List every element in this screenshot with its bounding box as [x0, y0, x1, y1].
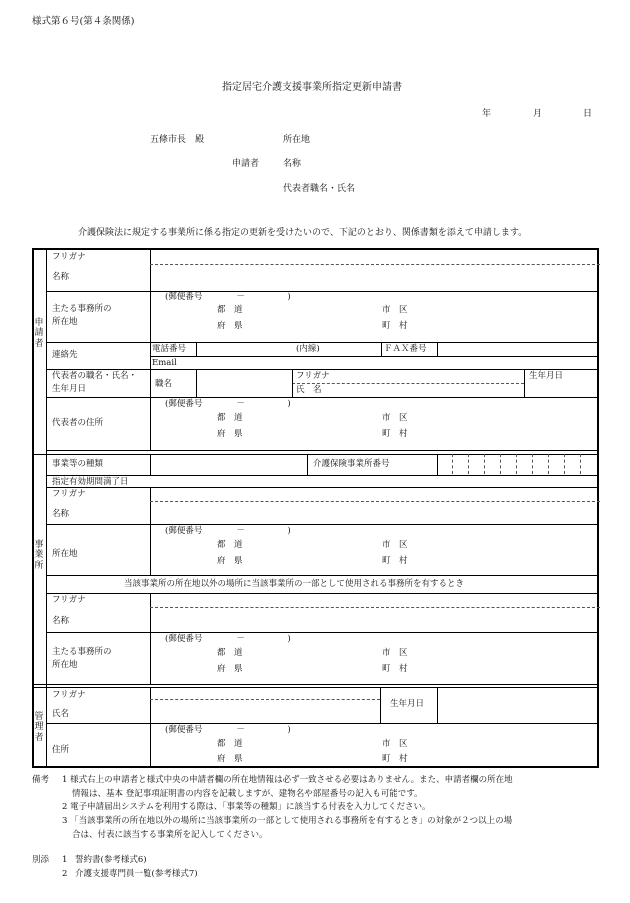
attachment-2-num: 2	[62, 869, 68, 879]
manager-to-do: 都 道	[217, 739, 243, 749]
note-3a: 3 「当該事業所の所在地以外の場所に当該事業所の一部として使用される事務所を有するとき」の対象が２つ以上の場	[62, 816, 513, 826]
applicant-postal: (郵便番号 － )	[165, 292, 291, 302]
date-year: 年	[482, 109, 492, 119]
rep-title-name-label-1: 代表者の職名・氏名・	[52, 371, 138, 381]
other-office-name-label: 名称	[52, 616, 70, 626]
date-day: 日	[583, 109, 593, 119]
addressee: 五條市長 殿	[150, 135, 205, 145]
applicant-cho-son: 町 村	[382, 321, 408, 331]
rep-furigana-label: フリガナ	[296, 371, 330, 381]
manager-shi-ku: 市 区	[382, 739, 408, 749]
section-applicant: 申請者	[34, 318, 44, 349]
header-address-label: 所在地	[283, 135, 311, 145]
manager-birthdate-label: 生年月日	[390, 699, 425, 709]
fax-label: ＦＡＸ番号	[384, 344, 427, 354]
rep-title-name-label-2: 生年月日	[52, 384, 87, 394]
position-label: 職名	[155, 379, 173, 389]
page-title: 指定居宅介護支援事業所指定更新申請書	[222, 82, 402, 93]
other-office-to-do: 都 道	[217, 648, 243, 658]
attachment-1-text: 誓約書(参考様式6)	[75, 855, 147, 865]
other-office-note: 当該事業所の所在地以外の場所に当該事業所の一部として使用される事務所を有するとき	[124, 579, 465, 589]
attachment-2-text: 介護支援専門員一覧(参考様式7)	[75, 869, 198, 879]
office-name-label: 名称	[52, 509, 70, 519]
header-name-label: 名称	[283, 159, 302, 169]
other-office-fu-ken: 府 県	[217, 664, 243, 674]
office-cho-son: 町 村	[382, 556, 408, 566]
header-applicant-label: 申請者	[232, 159, 260, 169]
rep-fu-ken: 府 県	[217, 429, 243, 439]
form-number: 様式第６号(第４条関係)	[32, 16, 135, 27]
section-manager: 管理者	[34, 712, 44, 743]
rep-address-label: 代表者の住所	[52, 418, 104, 428]
intro-text: 介護保険法に規定する事業所に係る指定の更新を受けたいので、下記のとおり、関係書類を添えて申請します。	[78, 228, 528, 238]
rep-birthdate-label: 生年月日	[529, 371, 564, 381]
applicant-shi-ku: 市 区	[382, 305, 408, 315]
other-office-location-label-2: 所在地	[52, 660, 78, 670]
extension-label: (内線)	[296, 344, 320, 354]
applicant-name-label: 名称	[52, 272, 70, 282]
office-furigana-label: フリガナ	[52, 489, 86, 499]
expiry-label: 指定有効期間満了日	[52, 477, 129, 487]
application-form-table	[32, 248, 599, 768]
business-type-label: 事業等の種類	[52, 459, 104, 469]
header-rep-label: 代表者職名・氏名	[283, 184, 356, 194]
rep-postal: (郵便番号 － )	[165, 399, 291, 409]
office-location-label: 所在地	[52, 549, 78, 559]
other-office-furigana-label: フリガナ	[52, 595, 86, 605]
manager-postal: (郵便番号 － )	[165, 725, 291, 735]
office-fu-ken: 府 県	[217, 556, 243, 566]
email-label: Email	[152, 358, 177, 368]
applicant-location-label-1: 主たる事務所の	[52, 304, 112, 314]
section-office: 事業所	[34, 540, 44, 571]
manager-fu-ken: 府 県	[217, 754, 243, 764]
attachments-label: 別添	[32, 855, 50, 865]
manager-furigana-label: フリガナ	[52, 690, 86, 700]
rep-name-label: 氏 名	[296, 385, 322, 395]
office-to-do: 都 道	[217, 540, 243, 550]
contact-label: 連絡先	[52, 350, 78, 360]
manager-address-label: 住所	[52, 745, 70, 755]
applicant-to-do: 都 道	[217, 305, 243, 315]
applicant-furigana-label: フリガナ	[52, 252, 86, 262]
rep-cho-son: 町 村	[382, 429, 408, 439]
other-office-postal: (郵便番号 － )	[165, 634, 291, 644]
rep-shi-ku: 市 区	[382, 413, 408, 423]
manager-cho-son: 町 村	[382, 754, 408, 764]
other-office-shi-ku: 市 区	[382, 648, 408, 658]
note-1a: 1 様式右上の申請者と様式中央の申請者欄の所在地情報は必ず一致させる必要はありません。また、申請者欄の所在地	[62, 775, 513, 785]
note-2: 2 電子申請届出システムを利用する際は、「事業等の種類」に該当する付表を入力してください。	[62, 802, 431, 812]
other-office-location-label-1: 主たる事務所の	[52, 647, 112, 657]
office-shi-ku: 市 区	[382, 540, 408, 550]
date-month: 月	[533, 109, 543, 119]
manager-name-label: 氏名	[52, 709, 70, 719]
insurance-no-label: 介護保険事業所番号	[313, 459, 390, 469]
rep-to-do: 都 道	[217, 413, 243, 423]
phone-label: 電話番号	[152, 344, 187, 354]
applicant-location-label-2: 所在地	[52, 317, 78, 327]
office-postal: (郵便番号 － )	[165, 526, 291, 536]
attachment-1-num: 1	[62, 855, 68, 865]
applicant-fu-ken: 府 県	[217, 321, 243, 331]
note-1b: 情報は、基本 登記事項証明書の内容を記載しますが、建物名や部屋番号の記入も可能です。	[72, 789, 423, 799]
other-office-cho-son: 町 村	[382, 664, 408, 674]
notes-label: 備考	[32, 775, 50, 785]
note-3b: 合は、付表に該当する事業所を記入してください。	[72, 830, 268, 840]
